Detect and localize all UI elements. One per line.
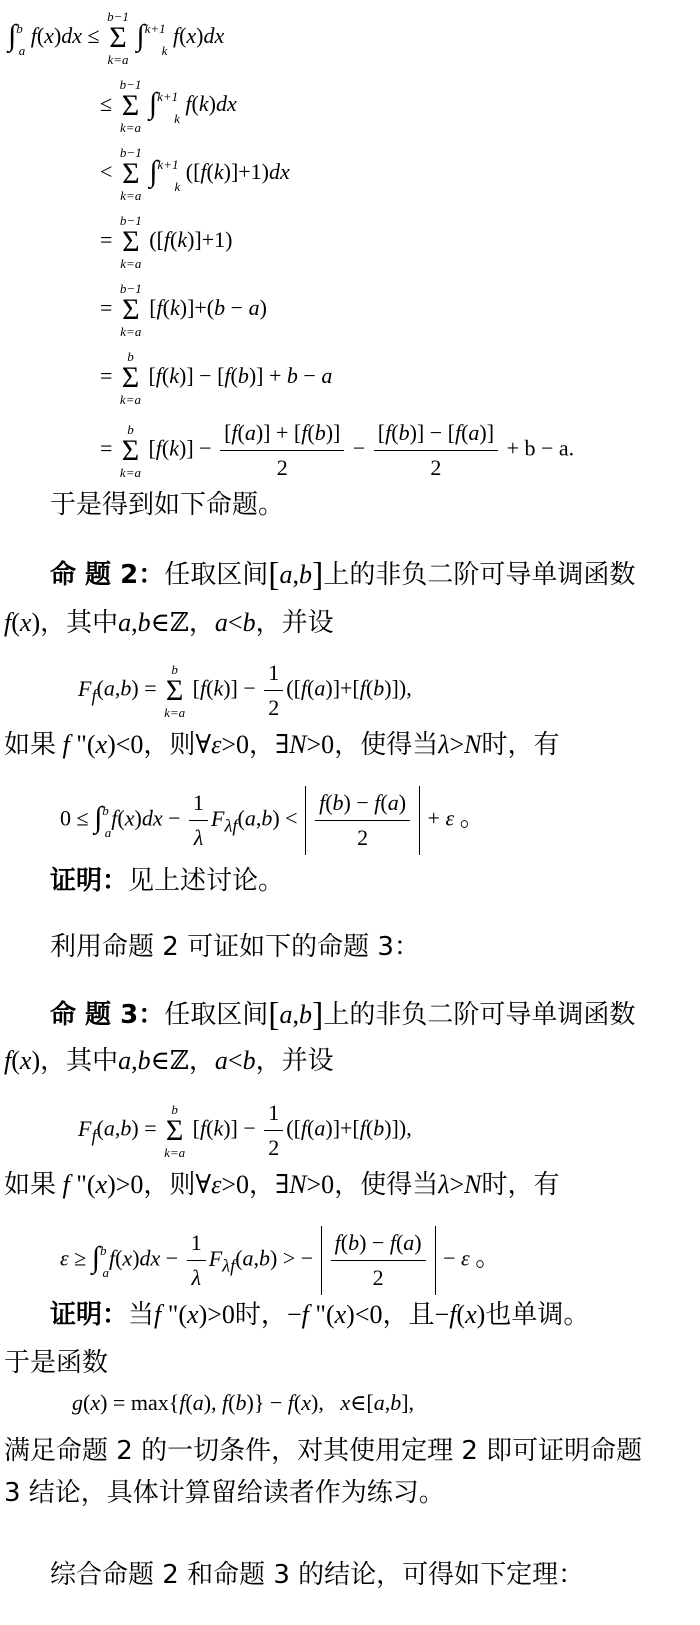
proof-label: 证明： — [50, 866, 129, 896]
text: ，并设 — [255, 608, 334, 638]
text: ，且 — [382, 1300, 435, 1330]
eq-line-5: = b−1 Σ k=a [f(k)]+(b − a) — [100, 281, 267, 339]
text: 上的非负二阶可导单调函数 — [323, 1000, 636, 1030]
def-g: g(x) = max{f(a), f(b)} − f(x), x∈[a,b], — [72, 1390, 415, 1415]
text-line: 利用命题 2 可证如下的命题 3： — [50, 932, 420, 962]
proof-3-line2: 于是函数 — [4, 1348, 109, 1378]
text: 当 — [128, 1300, 155, 1330]
def-F-2: $F_f(a,b)$ = b Σ k=a [f(k)] − $\frac{1}{2}$ ([f(a)]+[f(b)]), — [78, 656, 412, 725]
proposition-3-head: 命 题 3：任取区间[a,b]上的非负二阶可导单调函数 — [50, 996, 636, 1034]
text: ， — [249, 730, 276, 760]
proof-label: 证明： — [50, 1300, 129, 1330]
text: ， — [188, 608, 215, 638]
proof-3-line1: 证明：当f "(x)>0时，−f "(x)<0，且−f(x)也单调。 — [50, 1300, 590, 1330]
proposition-2-head: 命 题 2：任取区间[a,b]上的非负二阶可导单调函数 — [50, 556, 636, 594]
text: 如果 — [4, 730, 57, 760]
text: 也单调。 — [485, 1300, 590, 1330]
text-line: 综合命题 2 和命题 3 的结论，可得如下定理： — [50, 1560, 585, 1590]
fraction: $\frac{[f(b)] - [f(a)]}{2}$ — [374, 416, 498, 485]
integral-sign: ∫$^b_a$ — [8, 18, 26, 58]
text: ，其中 — [40, 608, 119, 638]
prop-label: 命 题 3： — [50, 1000, 165, 1030]
cond-line-3: 如果 f "(x)>0，则∀ε>0，∃N>0，使得当λ>N时，有 — [4, 1170, 560, 1200]
text: ，使得当 — [334, 730, 439, 760]
eq-line-7: = b Σ k=a [f(k)] − $\frac{[f(a)] + [f(b)]}{2}$ − $\frac{[f(b)] - [f(a)]}{2}$ + b − a. — [100, 416, 574, 485]
text: ，则 — [143, 730, 196, 760]
text: ，则 — [143, 1170, 196, 1200]
prop-label: 命 题 2： — [50, 560, 165, 590]
text: 时，有 — [481, 730, 560, 760]
proposition-2-line2: f(x)，其中a,b∈ℤ，a<b，并设 — [4, 608, 334, 638]
text: 见上述讨论。 — [128, 866, 285, 896]
ineq-3: ε ≥ ∫$^b_a$f(x)dx − $\frac{1}{\lambda}$ $F_{\lambda f}(a,b)$ > − $\frac{f(b) - f(a)}{2}$ − ε 。 — [60, 1226, 501, 1295]
fraction: $\frac{[f(a)] + [f(b)]}{2}$ — [220, 416, 344, 485]
text: 时， — [234, 1300, 287, 1330]
eq-line-3: < b−1 Σ k=a ∫$^{k+1}_k$ ([f(k)]+1)dx — [100, 145, 290, 203]
proof-3-line3: 满足命题 2 的一切条件，对其使用定理 2 即可证明命题 — [4, 1436, 643, 1466]
ineq-2: 0 ≤ ∫$^b_a$f(x)dx − $\frac{1}{\lambda}$ $F_{\lambda f}(a,b)$ < $\frac{f(b) - f(a)}{2}$ + ε 。 — [60, 786, 486, 855]
text: 。 — [475, 1242, 502, 1273]
cond-line-2: 如果 f "(x)<0，则∀ε>0，∃N>0，使得当λ>N时，有 — [4, 730, 560, 760]
def-F-3: $F_f(a,b)$ = b Σ k=a [f(k)] − $\frac{1}{2}$ ([f(a)]+[f(b)]), — [78, 1096, 412, 1165]
text-line: 于是得到如下命题。 — [50, 490, 285, 520]
eq-line-1: ∫$^b_a$ f(x)dx ≤ b−1 Σ k=a ∫$^{k+1}_k$ f(x)dx — [8, 9, 225, 67]
eq-line-2: ≤ b−1 Σ k=a ∫$^{k+1}_k$ f(k)dx — [100, 77, 237, 135]
eq-line-6: = b Σ k=a [f(k)] − [f(b)] + b − a — [100, 349, 333, 407]
text: 时，有 — [481, 1170, 560, 1200]
text: ，并设 — [255, 1046, 334, 1076]
text: 任取区间 — [164, 1000, 269, 1030]
text: ，使得当 — [334, 1170, 439, 1200]
text: 上的非负二阶可导单调函数 — [323, 560, 636, 590]
eq7-tail: + b − a. — [506, 435, 575, 461]
sum-sign: b−1 Σ k=a — [107, 9, 129, 67]
eq-line-4: = b−1 Σ k=a ([f(k)]+1) — [100, 213, 233, 271]
proof-3-line4: 3 结论，具体计算留给读者作为练习。 — [4, 1478, 445, 1508]
absolute-value: $\frac{f(b) - f(a)}{2}$ — [321, 1226, 436, 1295]
text: ， — [188, 1046, 215, 1076]
text: ，其中 — [40, 1046, 119, 1076]
text: ， — [249, 1170, 276, 1200]
text: 。 — [459, 802, 486, 833]
text: 如果 — [4, 1170, 57, 1200]
absolute-value: $\frac{f(b) - f(a)}{2}$ — [305, 786, 420, 855]
text: 任取区间 — [164, 560, 269, 590]
proof-2 — [50, 866, 284, 896]
proposition-3-line2: f(x)，其中a,b∈ℤ，a<b，并设 — [4, 1046, 334, 1076]
